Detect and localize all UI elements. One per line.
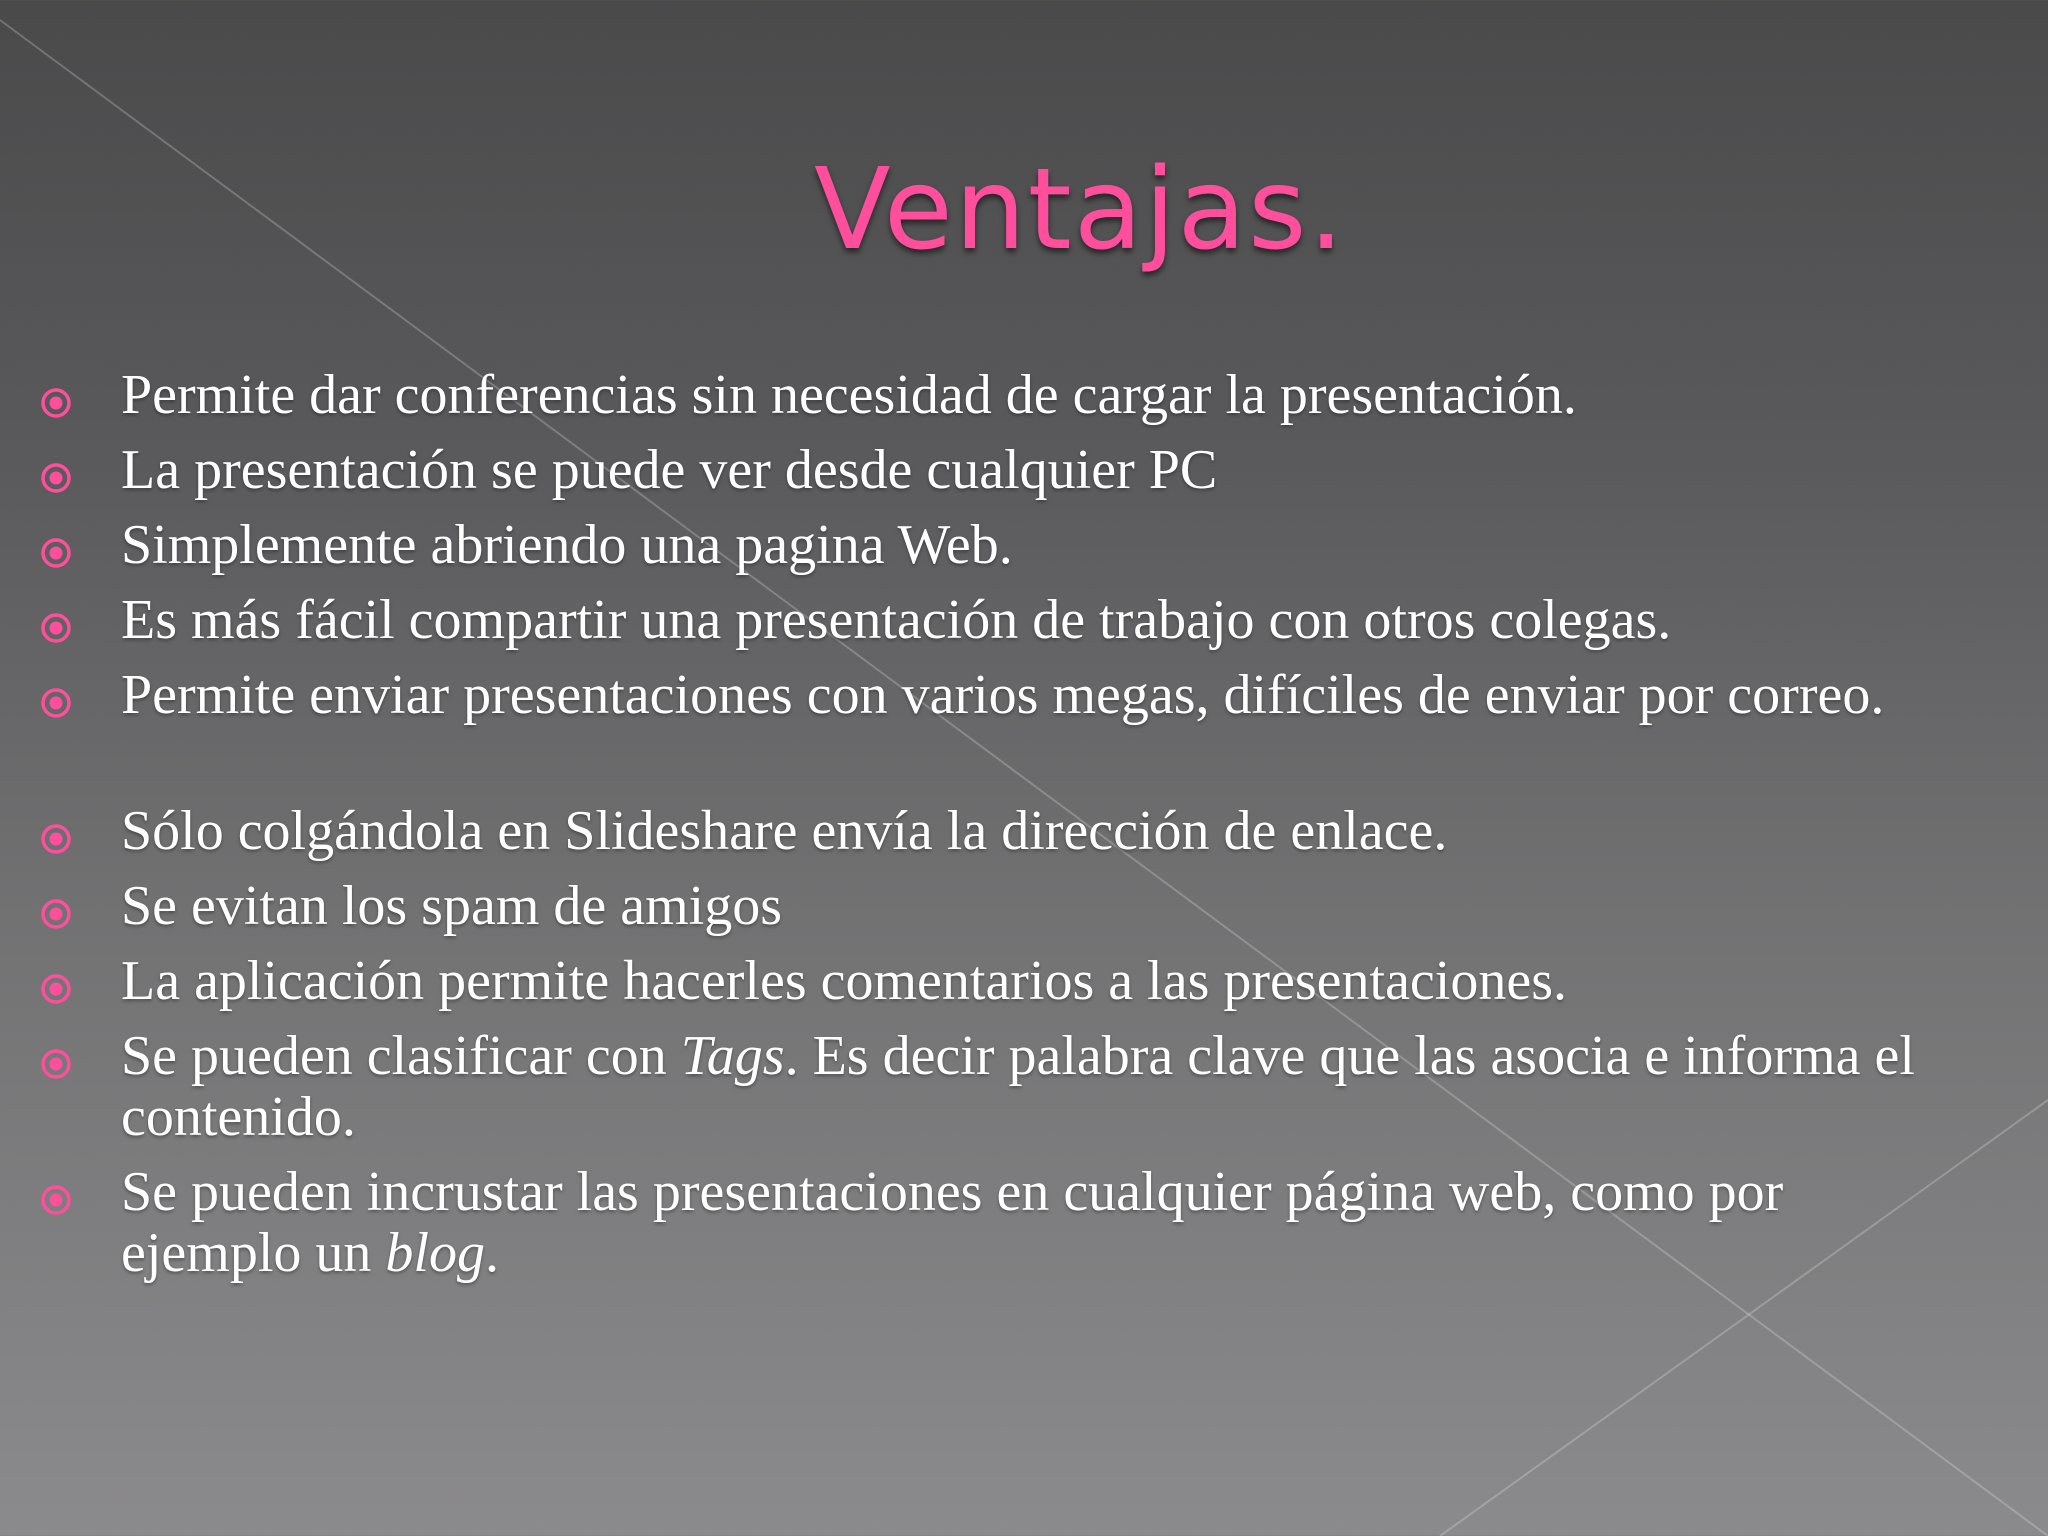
italic-term: Tags [680, 1025, 785, 1087]
bullet-text-part: . Es decir palabra clave que las asocia e informa el contenido. [121, 1025, 1915, 1148]
bullet-text: La presentación se puede ver desde cualquier PC [121, 439, 1218, 501]
bullet-text: Sólo colgándola en Slideshare envía la dirección de enlace. [121, 800, 1448, 862]
bullet-text-part: . [484, 1222, 499, 1284]
bullet-text: Permite dar conferencias sin necesidad de cargar la presentación. [121, 364, 1577, 426]
bullet-text: Es más fácil compartir una presentación de trabajo con otros colegas. [121, 589, 1672, 651]
circle-dot-icon [40, 387, 72, 419]
bullet-text [121, 1162, 1921, 1284]
circle-dot-icon [40, 537, 72, 569]
bullet-text-part: Se pueden clasificar con [121, 1025, 681, 1087]
bullet-text-part: Se pueden incrustar las presentaciones en cualquier página web, como por ejemplo un [121, 1161, 1784, 1284]
circle-dot-icon [40, 823, 72, 855]
bullet-text [121, 1026, 1921, 1148]
bullet-text: Se evitan los spam de amigos [121, 875, 783, 937]
circle-dot-icon [40, 1184, 72, 1216]
circle-dot-icon [40, 612, 72, 644]
slide-title: Ventajas. [813, 145, 1347, 275]
bullet-text: La aplicación permite hacerles comentarios a las presentaciones. [121, 950, 1567, 1012]
circle-dot-icon [40, 1048, 72, 1080]
bullet-text: Permite enviar presentaciones con varios megas, difíciles de enviar por correo. [121, 664, 1885, 726]
italic-term: blog [385, 1222, 485, 1284]
circle-dot-icon [40, 462, 72, 494]
bullet-text: Simplemente abriendo una pagina Web. [121, 514, 1013, 576]
circle-dot-icon [40, 898, 72, 930]
circle-dot-icon [40, 973, 72, 1005]
circle-dot-icon [40, 687, 72, 719]
